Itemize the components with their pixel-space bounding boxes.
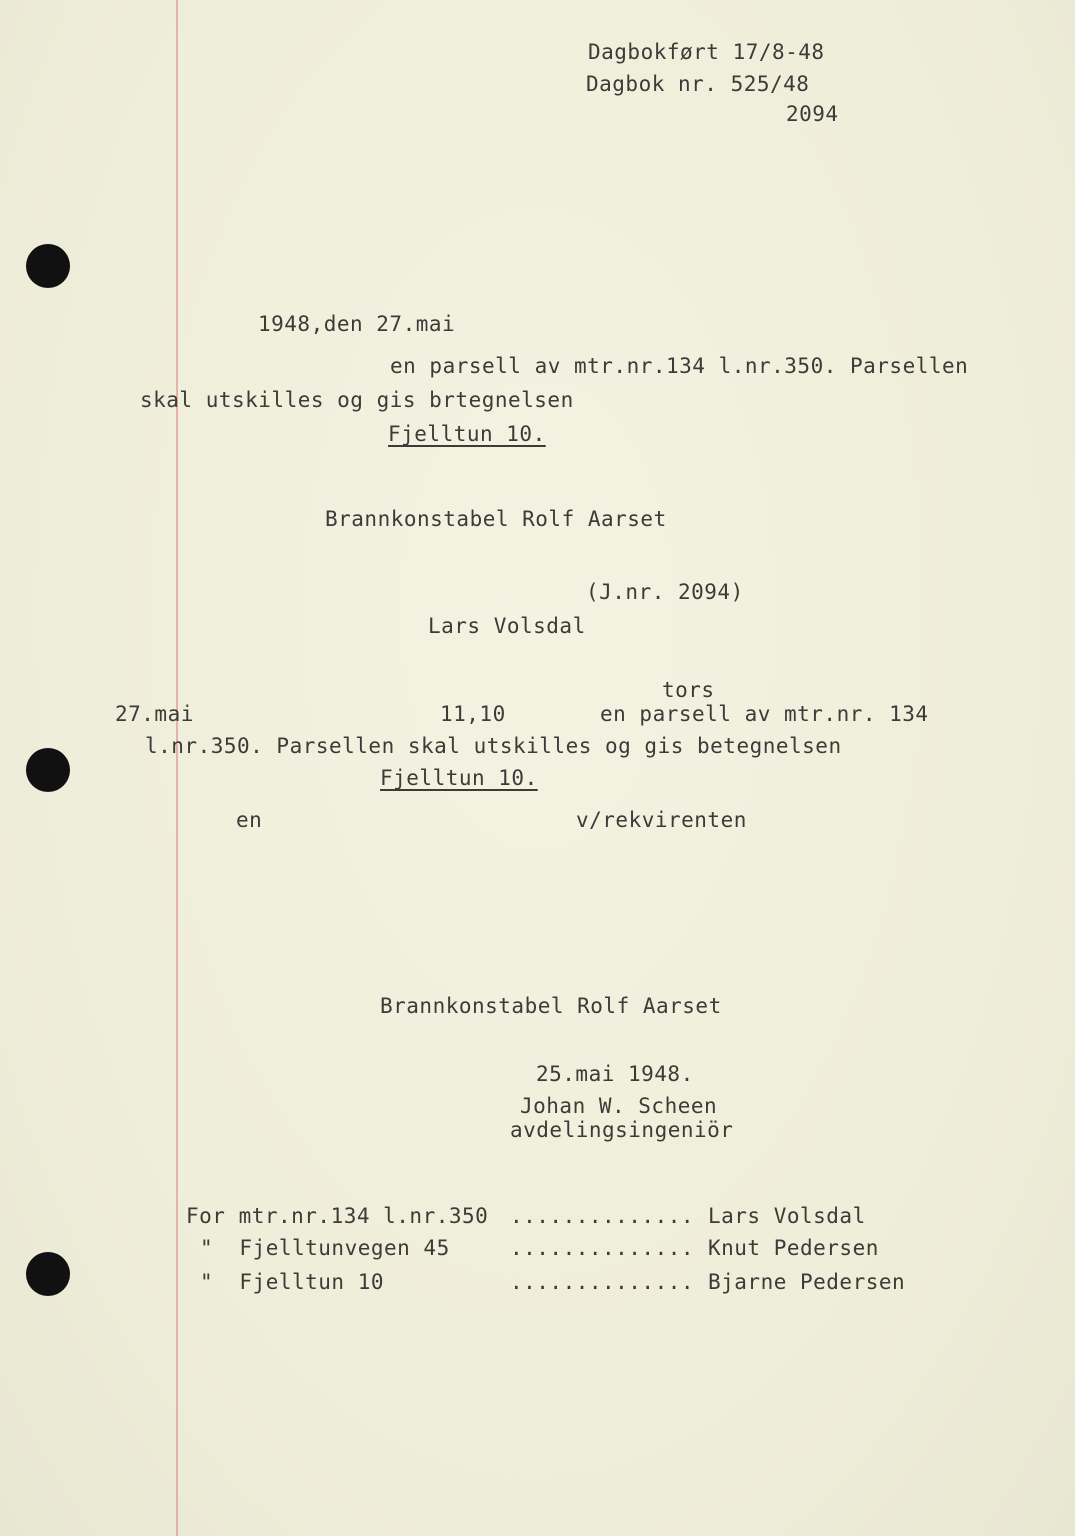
row-dots: .............. bbox=[510, 1204, 695, 1228]
margin-line bbox=[176, 0, 178, 1536]
signature-date: 25.mai 1948. bbox=[536, 1062, 694, 1086]
signer-title: avdelingsingeniör bbox=[510, 1118, 734, 1142]
punch-hole-top bbox=[26, 244, 70, 288]
parcel-2-line2: l.nr.350. Parsellen skal utskilles og gis betegnelsen bbox=[145, 734, 842, 758]
table-row bbox=[0, 1236, 1075, 1262]
punch-hole-middle bbox=[26, 748, 70, 792]
requester-2: Brannkonstabel Rolf Aarset bbox=[380, 994, 722, 1018]
via-requester: v/rekvirenten bbox=[576, 808, 747, 832]
owner-name: Lars Volsdal bbox=[428, 614, 586, 638]
table-row bbox=[0, 1204, 1075, 1230]
row-name: Lars Volsdal bbox=[708, 1204, 866, 1228]
parcel-description-line1: en parsell av mtr.nr.134 l.nr.350. Parsellen bbox=[390, 354, 969, 378]
row-label: " Fjelltunvegen 45 bbox=[200, 1236, 450, 1260]
row-label: " Fjelltun 10 bbox=[200, 1270, 385, 1294]
parcel-name-1: Fjelltun 10. bbox=[388, 422, 546, 446]
row-dots: .............. bbox=[510, 1270, 695, 1294]
requester-1: Brannkonstabel Rolf Aarset bbox=[325, 507, 667, 531]
parcel-name-2: Fjelltun 10. bbox=[380, 766, 538, 790]
row-name: Knut Pedersen bbox=[708, 1236, 879, 1260]
table-row bbox=[0, 1270, 1075, 1296]
date-2: 27.mai bbox=[115, 702, 194, 726]
document-date: 1948,den 27.mai bbox=[258, 312, 456, 336]
word-en: en bbox=[236, 808, 263, 832]
row-name: Bjarne Pedersen bbox=[708, 1270, 906, 1294]
journal-number-header: 2094 bbox=[786, 102, 839, 126]
parcel-description-line2: skal utskilles og gis brtegnelsen bbox=[140, 388, 574, 412]
row-dots: .............. bbox=[510, 1236, 695, 1260]
time: 11,10 bbox=[440, 702, 506, 726]
journal-reference: (J.nr. 2094) bbox=[586, 580, 744, 604]
diary-number: Dagbok nr. 525/48 bbox=[586, 72, 810, 96]
signer-name: Johan W. Scheen bbox=[520, 1094, 718, 1118]
diary-logged-date: Dagbokført 17/8-48 bbox=[588, 40, 825, 64]
row-label: For mtr.nr.134 l.nr.350 bbox=[186, 1204, 489, 1228]
parcel-2-line1: en parsell av mtr.nr. 134 bbox=[600, 702, 929, 726]
weekday: tors bbox=[662, 678, 715, 702]
